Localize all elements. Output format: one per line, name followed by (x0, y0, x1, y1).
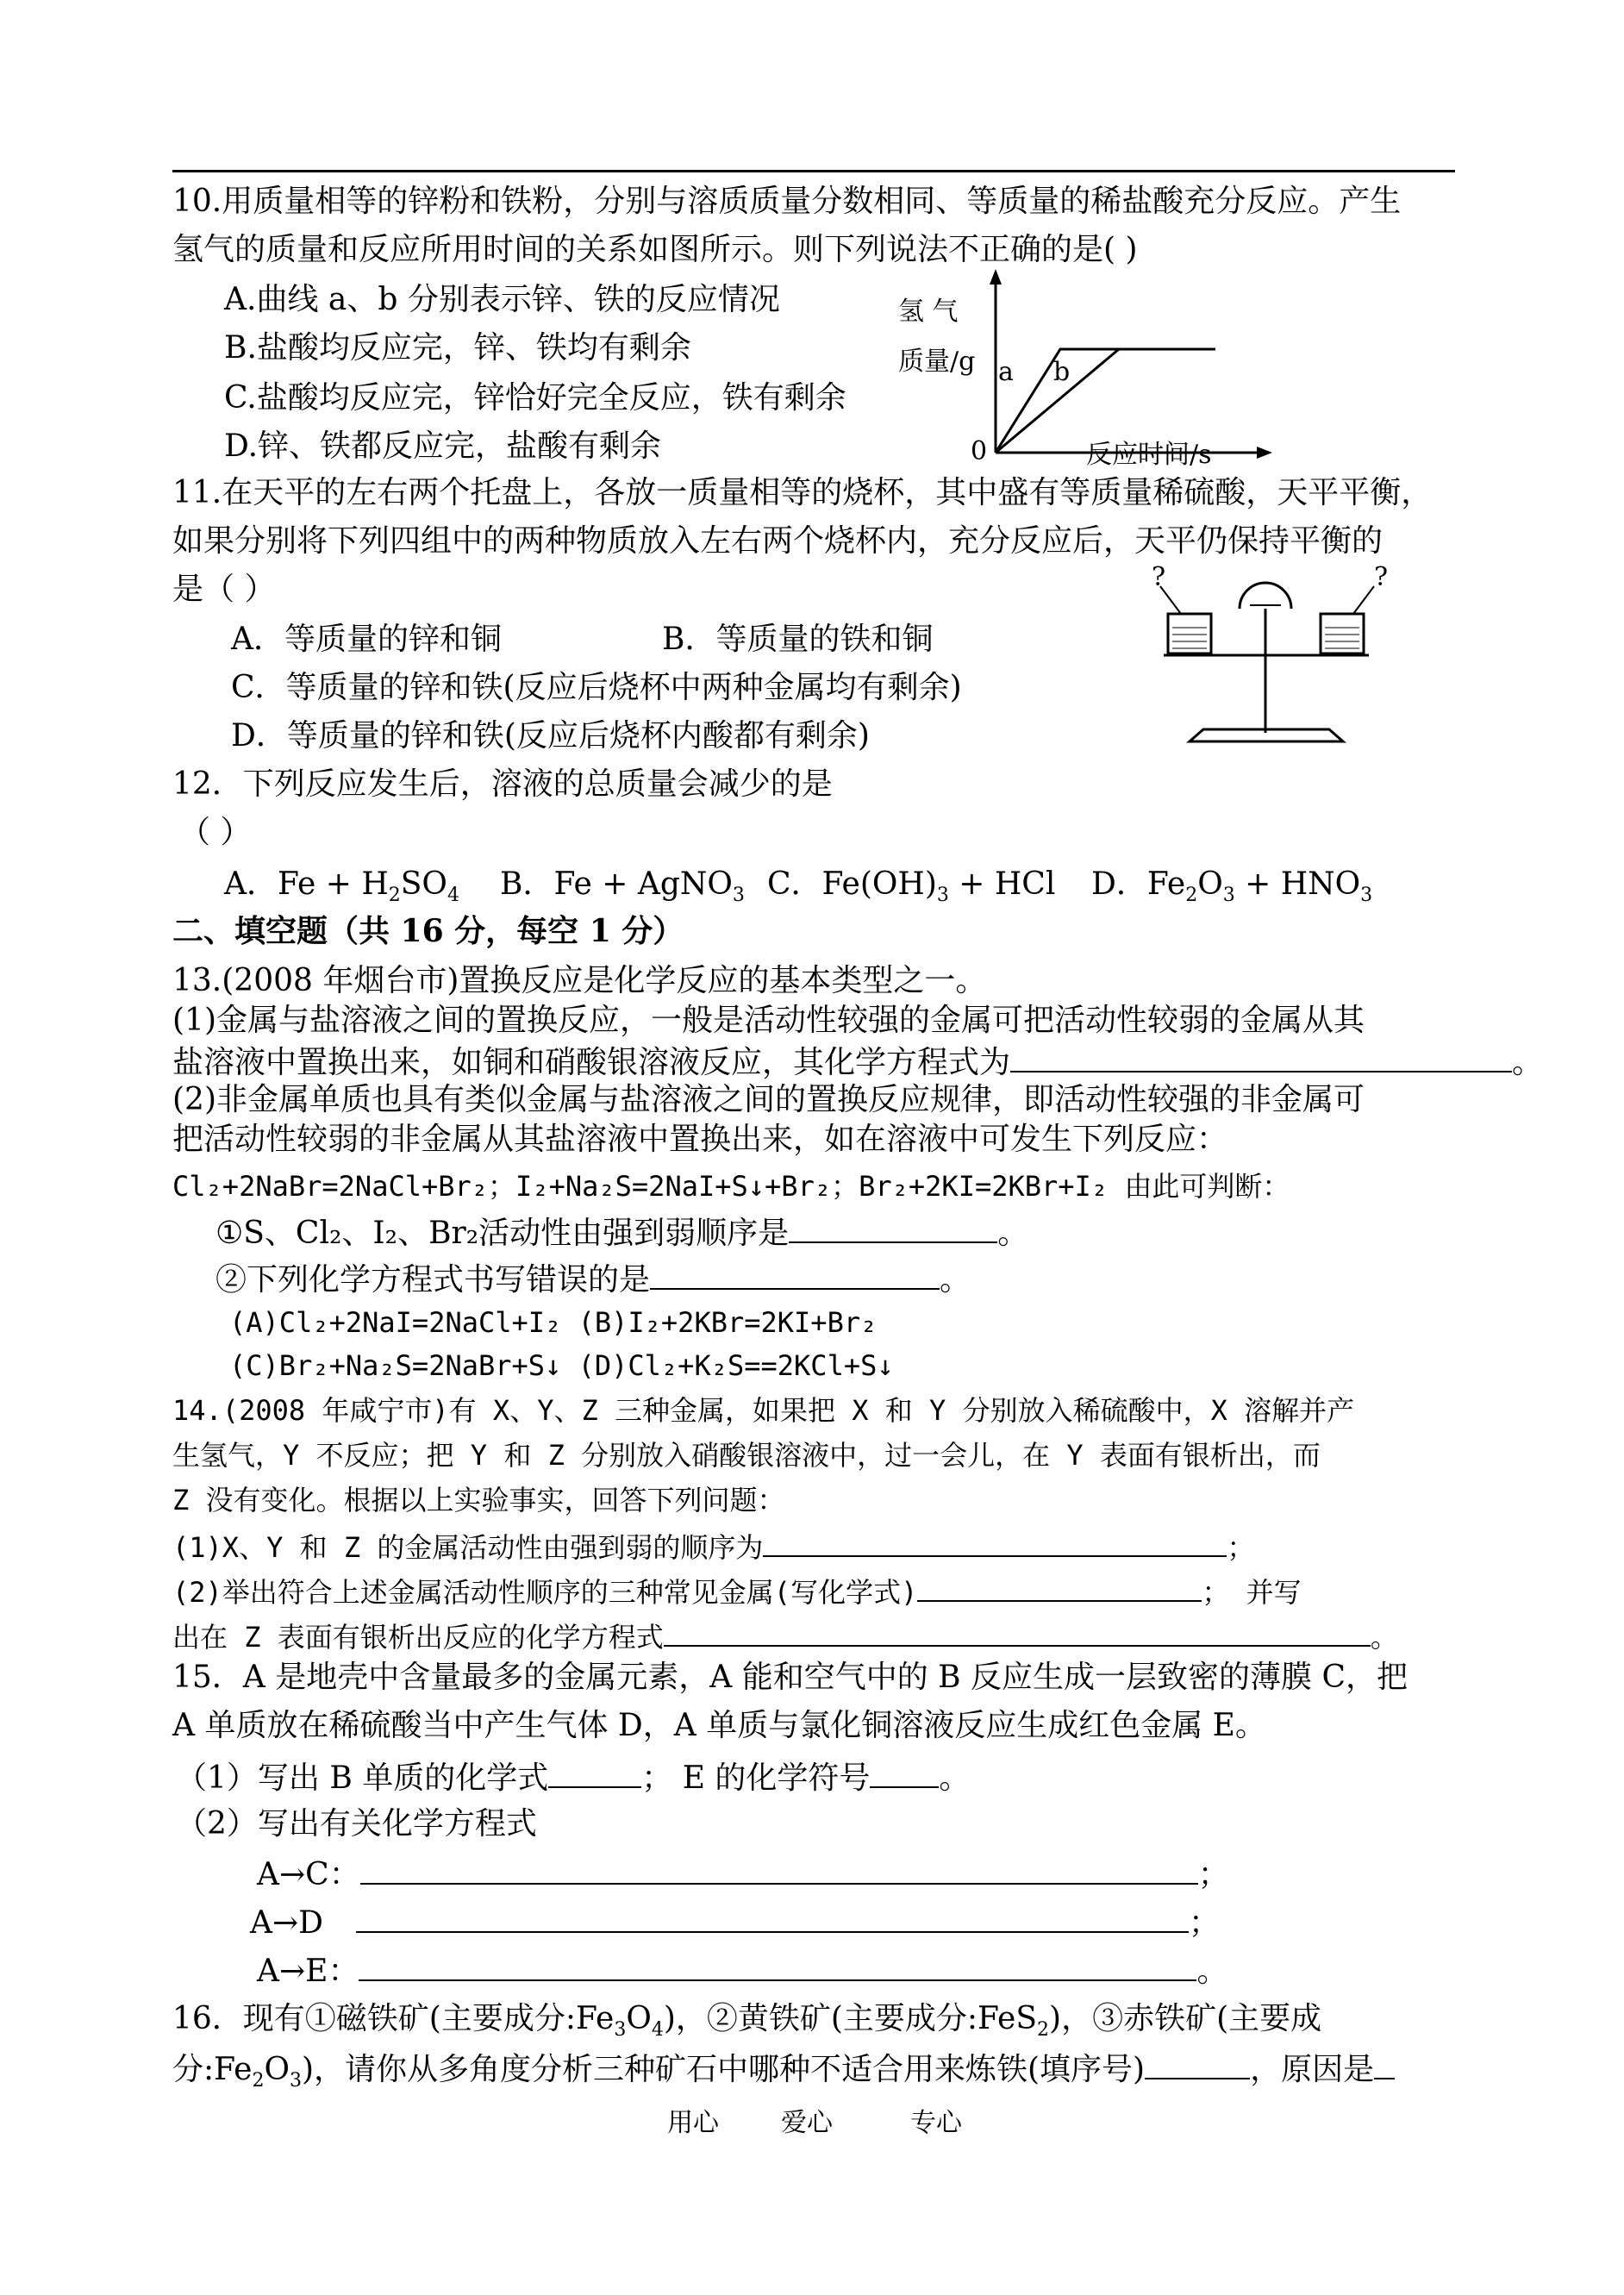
graph-x-arrow (1257, 447, 1272, 459)
q16-answer-blank-2[interactable] (1374, 2048, 1395, 2079)
q15-a-to-e: A→E： 。 (257, 1950, 1227, 1991)
q12-option-d: D．$Fe_2O_3 + HNO_3$ (1091, 866, 1373, 907)
q15-a-to-d: A→D ； (250, 1902, 1220, 1942)
q10-line1: 10.用质量相等的锌粉和铁粉，分别与溶质质量分数相同、等质量的稀盐酸充分反应。产生 (172, 184, 1402, 219)
q15-answer-blank-ac[interactable] (360, 1854, 1198, 1885)
graph-xlabel: 反应时间/s (1086, 440, 1212, 470)
q15-answer-blank-b[interactable] (548, 1757, 641, 1788)
q15-answer-blank-ae[interactable] (359, 1950, 1196, 1981)
q16-line1: 16．现有①磁铁矿(主要成分$:Fe_3O_4$)，②黄铁矿(主要成分:FeS$_2$)，③赤铁矿(主要成 (172, 2001, 1322, 2042)
q11-option-d: D．等质量的锌和铁(反应后烧杯内酸都有剩余) (231, 718, 870, 754)
footer-zhuanxin: 专心 (910, 2108, 962, 2138)
footer-aixin: 爱心 (781, 2108, 833, 2138)
q13-line1: 13.(2008 年烟台市)置换反应是化学反应的基本类型之一。 (172, 963, 987, 998)
graph-curve-b-label: b (1053, 357, 1071, 387)
q15-line1: 15．A 是地壳中含量最多的金属元素，A 能和空气中的 B 反应生成一层致密的薄膜 C，把 (172, 1660, 1409, 1695)
q14-answer-blank-2[interactable] (917, 1571, 1202, 1602)
q13-line5: 把活动性较弱的非金属从其盐溶液中置换出来，如在溶液中可发生下列反应： (172, 1122, 1228, 1157)
q13-equations: Cl₂+2NaBr=2NaCl+Br₂；I₂+Na₂S=2NaI+S↓+Br₂；Br₂+2KI=2KBr+I₂ 由此可判断： (172, 1170, 1290, 1203)
q16-line2: 分$:Fe_2O_3$)，请你从多角度分析三种矿石中哪种不适合用来炼铁(填序号) ，原因是 (172, 2048, 1395, 2089)
q14-line4: (1)X、Y 和 Z 的金属活动性由强到弱的顺序为 ； (172, 1526, 1254, 1566)
graph-origin: 0 (971, 436, 988, 466)
footer-yongxin: 用心 (667, 2108, 719, 2138)
q13-answer-blank-1[interactable] (1010, 1041, 1512, 1072)
q13-answer-blank-3[interactable] (650, 1259, 940, 1290)
q14-line3: Z 没有变化。根据以上实验事实，回答下列问题： (172, 1484, 785, 1516)
q14-line5: (2)举出符合上述金属活动性顺序的三种常见金属(写化学式) ； 并写 (172, 1571, 1302, 1611)
q11-option-a: A．等质量的锌和铜 (231, 622, 502, 657)
right-question-mark: ? (1374, 562, 1389, 592)
q12-line1: 12．下列反应发生后，溶液的总质量会减少的是 (172, 766, 833, 802)
graph-y-arrow (990, 269, 1002, 285)
q16-answer-blank-1[interactable] (1145, 2048, 1250, 2079)
balance-scale-figure (1138, 560, 1388, 754)
q11-option-b: B．等质量的铁和铜 (662, 622, 934, 657)
q15-line4: （2）写出有关化学方程式 (176, 1806, 537, 1842)
left-question-mark: ? (1152, 562, 1166, 592)
q13-options-cd: (C)Br₂+Na₂S=2NaBr+S↓ (D)Cl₂+K₂S==2KCl+S↓ (229, 1349, 894, 1382)
q11-option-c: C．等质量的锌和铁(反应后烧杯中两种金属均有剩余) (231, 670, 962, 705)
section-2-heading: 二、填空题（共 16 分，每空 1 分） (172, 913, 684, 949)
right-beaker (1321, 614, 1364, 653)
q13-sub2: ②下列化学方程式书写错误的是 。 (215, 1259, 971, 1299)
q14-line1: 14.(2008 年咸宁市)有 X、Y、Z 三种金属，如果把 X 和 Y 分别放入稀硫酸中，X 溶解并产 (172, 1394, 1355, 1427)
q14-answer-blank-3[interactable] (664, 1616, 1371, 1647)
q14-line6: 出在 Z 表面有银析出反应的化学方程式 。 (172, 1616, 1398, 1656)
q15-line2: A 单质放在稀硫酸当中产生气体 D，A 单质与氯化铜溶液反应生成红色金属 E。 (172, 1708, 1266, 1743)
q13-line2: (1)金属与盐溶液之间的置换反应，一般是活动性较强的金属可把活动性较弱的金属从其 (172, 1003, 1365, 1038)
q13-sub1: ①S、Cl₂、I₂、Br₂活动性由强到弱顺序是 。 (215, 1212, 1028, 1253)
q12-option-b: B．Fe + AgNO$_3$ (500, 866, 745, 907)
q10-option-a: A.曲线 a、b 分别表示锌、铁的反应情况 (224, 282, 780, 317)
q13-line4: (2)非金属单质也具有类似金属与盐溶液之间的置换反应规律，即活动性较强的非金属可 (172, 1082, 1365, 1117)
q11-line1: 11.在天平的左右两个托盘上，各放一质量相等的烧杯，其中盛有等质量稀硫酸，天平平衡， (172, 475, 1433, 510)
q15-answer-blank-e[interactable] (870, 1757, 939, 1788)
q15-answer-blank-ad[interactable] (356, 1902, 1189, 1933)
q14-answer-blank-1[interactable] (763, 1526, 1227, 1557)
q14-line2: 生氢气，Y 不反应；把 Y 和 Z 分别放入硝酸银溶液中，过一会儿，在 Y 表面有银析出，而 (172, 1439, 1321, 1472)
q15-line3: （1）写出 B 单质的化学式 ； E 的化学符号 。 (176, 1757, 970, 1798)
q13-line3: 盐溶液中置换出来，如铜和硝酸银溶液反应，其化学方程式为 。 (172, 1041, 1543, 1082)
q12-line2: （ ） (179, 815, 252, 850)
q10-option-b: B.盐酸均反应完，锌、铁均有剩余 (224, 330, 691, 366)
q13-options-ab: (A)Cl₂+2NaI=2NaCl+I₂ (B)I₂+2KBr=2KI+Br₂ (229, 1306, 878, 1339)
q10-option-d: D.锌、铁都反应完，盐酸有剩余 (224, 428, 662, 464)
q10-option-c: C.盐酸均反应完，锌恰好完全反应，铁有剩余 (224, 380, 846, 416)
q15-a-to-c: A→C： ； (257, 1854, 1229, 1894)
graph-ylabel-2: 质量/g (898, 347, 976, 377)
header-rule (172, 170, 1455, 172)
left-beaker (1168, 614, 1211, 653)
q10-line2: 氢气的质量和反应所用时间的关系如图所示。则下列说法不正确的是( ) (172, 232, 1138, 267)
q13-answer-blank-2[interactable] (789, 1212, 997, 1243)
q11-line2: 如果分别将下列四组中的两种物质放入左右两个烧杯内，充分反应后，天平仍保持平衡的 (172, 523, 1384, 559)
graph-ylabel-1: 氢 气 (898, 297, 959, 327)
q12-option-c: C．$Fe(OH)_3$ + HCl (767, 866, 1056, 907)
graph-curve-a-label: a (998, 357, 1014, 387)
q11-line3: 是（ ） (172, 572, 276, 607)
q12-option-a: A．$Fe + H_2SO_4$ (224, 866, 459, 907)
